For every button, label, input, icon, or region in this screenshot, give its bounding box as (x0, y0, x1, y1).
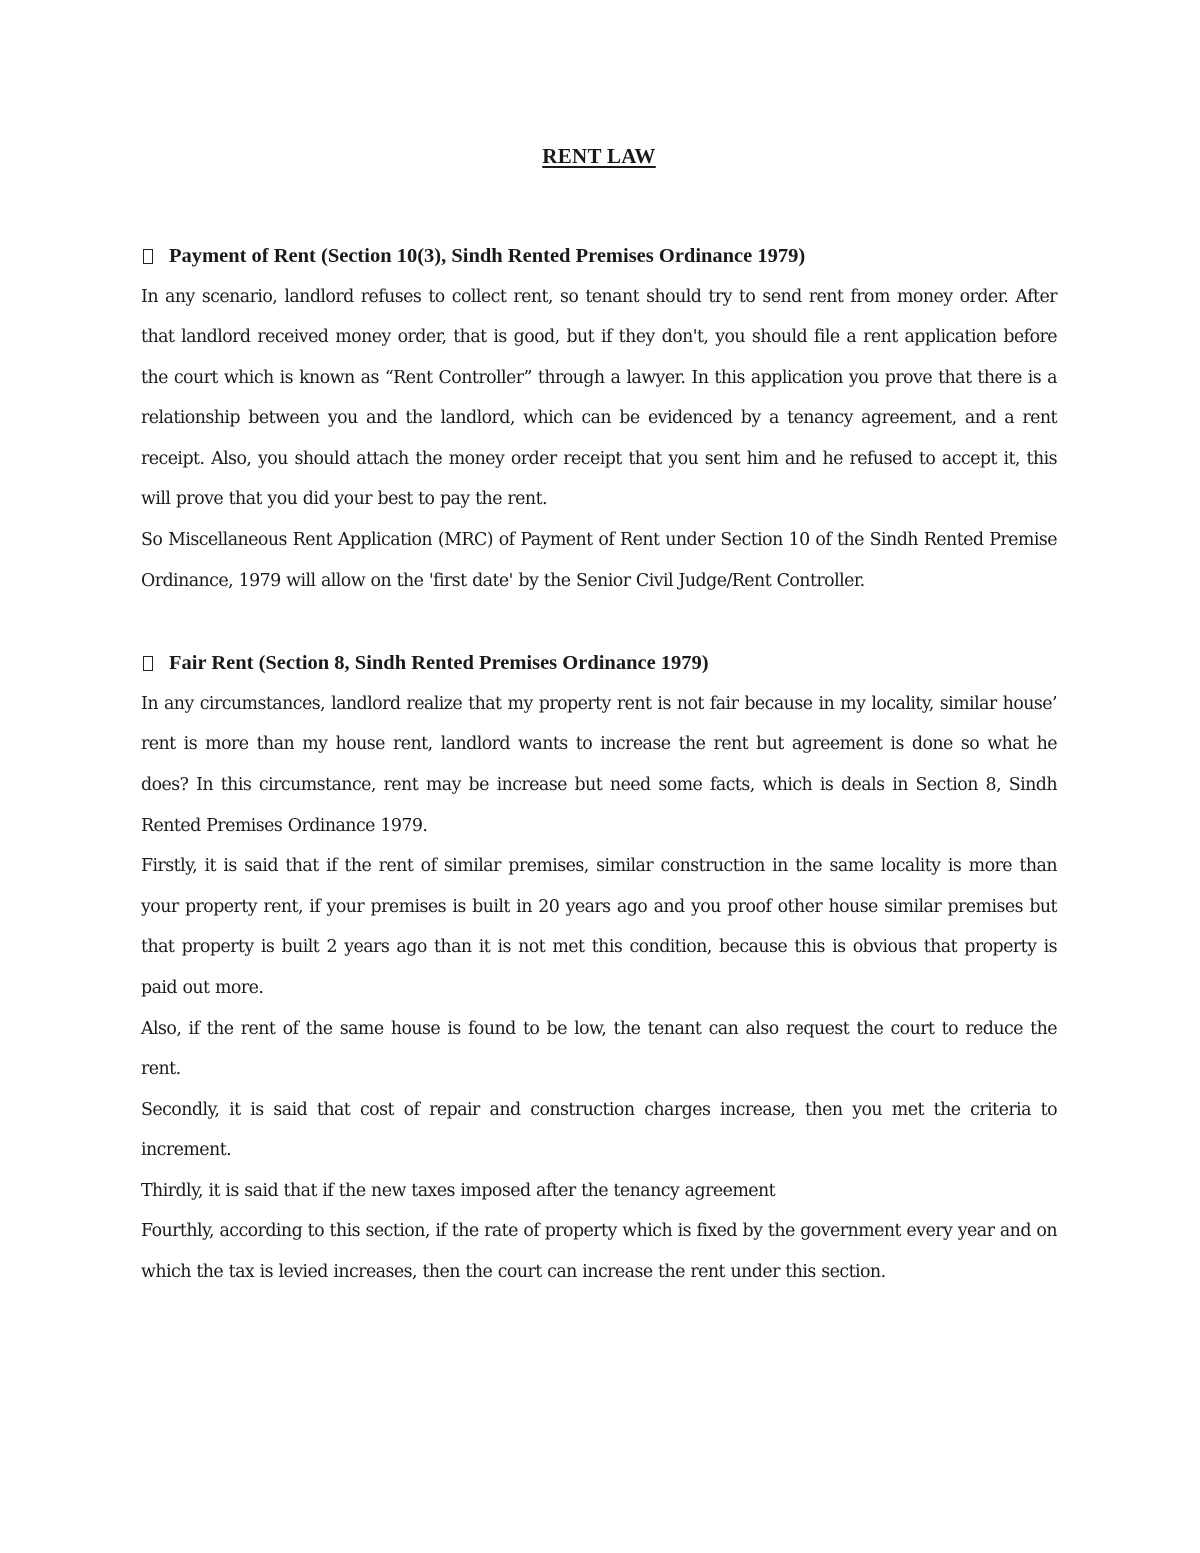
square-bullet-icon (143, 656, 153, 671)
section-heading-text: Fair Rent (Section 8, Sindh Rented Premises Ordinance 1979) (169, 652, 709, 675)
section-payment-of-rent (141, 236, 1057, 601)
paragraph: Fourthly, according to this section, if the rate of property which is fixed by the government every year and on which the tax is levied increases, then the court can increase the rent under this section. (141, 1221, 1057, 1283)
square-bullet-icon (143, 249, 153, 264)
section-heading-text: Payment of Rent (Section 10(3), Sindh Rented Premises Ordinance 1979) (169, 245, 806, 267)
paragraph: In any circumstances, landlord realize that my property rent is not fair because in my locality, similar house’ rent is more than my house rent, landlord wants to increase the rent but agreement is done so what he does? In this circumstance, rent may be increase but need some facts, which is deals in Section 8, Sindh Rented Premises Ordinance 1979. (141, 693, 1057, 836)
document-title: RENT LAW (542, 144, 656, 168)
paragraph: Thirdly, it is said that if the new taxes imposed after the tenancy agreement (141, 1180, 776, 1201)
paragraph: Firstly, it is said that if the rent of similar premises, similar construction in the same locality is more than your property rent, if your premises is built in 20 years ago and you proof other house similar premises but that property is built 2 years ago than it is not met this condition, because this is obvious that property is paid out more. (141, 856, 1057, 998)
paragraph: Secondly, it is said that cost of repair and construction charges increase, then you met the criteria to increment. (141, 1099, 1057, 1161)
paragraph: Also, if the rent of the same house is found to be low, the tenant can also request the court to reduce the rent. (141, 1018, 1057, 1080)
document-body (141, 136, 1057, 1293)
paragraph: In any scenario, landlord refuses to collect rent, so tenant should try to send rent from money order. After that landlord received money order, that is good, but if they don't, you should file a rent application before the court which is known as “Rent Controller” through a lawyer. In this application you prove that there is a relationship between you and the landlord, which can be evidenced by a tenancy agreement, and a rent receipt. Also, you should attach the money order receipt that you sent him and he refused to accept it, this will prove that you did your best to pay the rent. (141, 286, 1057, 510)
section-fair-rent (141, 643, 1057, 1292)
section-heading (141, 236, 1057, 277)
paragraph: So Miscellaneous Rent Application (MRC) of Payment of Rent under Section 10 of the Sindh Rented Premise Ordinance, 1979 will allow on the 'first date' by the Senior Civil Judge/Rent Controller. (141, 530, 1057, 591)
section-heading (141, 643, 1057, 684)
